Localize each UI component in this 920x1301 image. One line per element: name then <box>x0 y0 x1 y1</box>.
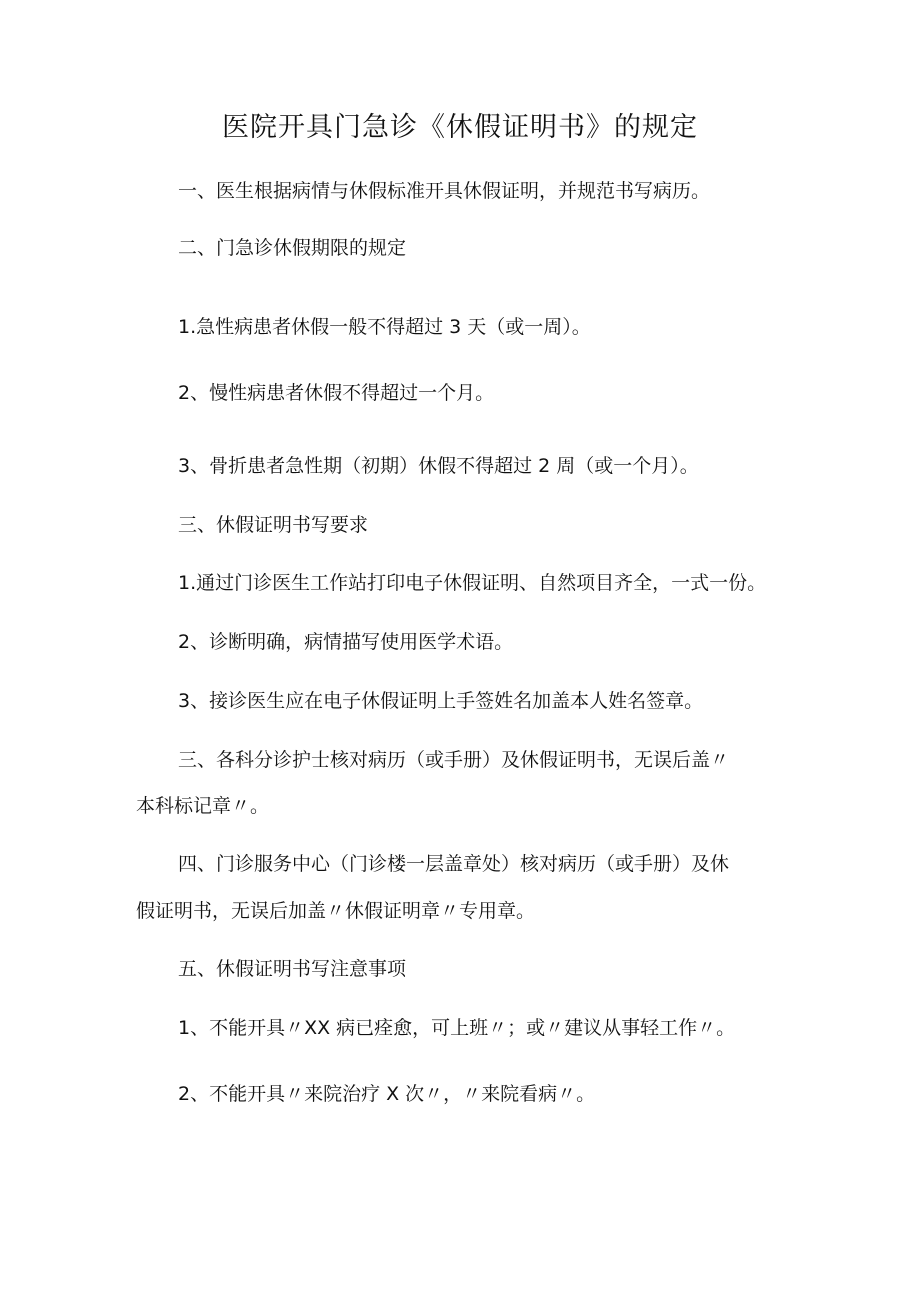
paragraph-4-line-1: 三、各科分诊护士核对病历（或手册）及休假证明书，无误后盖〃 <box>178 749 730 771</box>
paragraph-5-line-1: 四、门诊服务中心（门诊楼一层盖章处）核对病历（或手册）及休 <box>178 853 730 875</box>
paragraph-6-item-1: 1、不能开具〃XX 病已痊愈，可上班〃；或〃建议从事轻工作〃。 <box>178 1017 736 1039</box>
paragraph-2-item-1: 1.急性病患者休假一般不得超过 3 天（或一周）。 <box>178 316 591 338</box>
paragraph-2-item-3: 3、骨折患者急性期（初期）休假不得超过 2 周（或一个月）。 <box>178 455 699 477</box>
paragraph-4-line-2: 本科标记章〃。 <box>136 795 270 817</box>
paragraph-2-item-2: 2、慢性病患者休假不得超过一个月。 <box>178 382 495 404</box>
paragraph-5-line-2: 假证明书，无误后加盖〃休假证明章〃专用章。 <box>136 900 536 922</box>
document-title: 医院开具门急诊《休假证明书》的规定 <box>222 112 698 143</box>
paragraph-3-item-2: 2、诊断明确，病情描写使用医学术语。 <box>178 631 514 653</box>
paragraph-2-heading: 二、门急诊休假期限的规定 <box>178 237 407 259</box>
paragraph-6-item-2: 2、不能开具〃来院治疗 X 次〃，〃来院看病〃。 <box>178 1083 596 1105</box>
paragraph-3-item-1: 1.通过门诊医生工作站打印电子休假证明、自然项目齐全，一式一份。 <box>178 572 767 594</box>
paragraph-3-heading: 三、休假证明书写要求 <box>178 514 369 536</box>
paragraph-1: 一、医生根据病情与休假标准开具休假证明，并规范书写病历。 <box>178 180 711 202</box>
paragraph-3-item-3: 3、接诊医生应在电子休假证明上手签姓名加盖本人姓名签章。 <box>178 690 704 712</box>
paragraph-6-heading: 五、休假证明书写注意事项 <box>178 958 407 980</box>
